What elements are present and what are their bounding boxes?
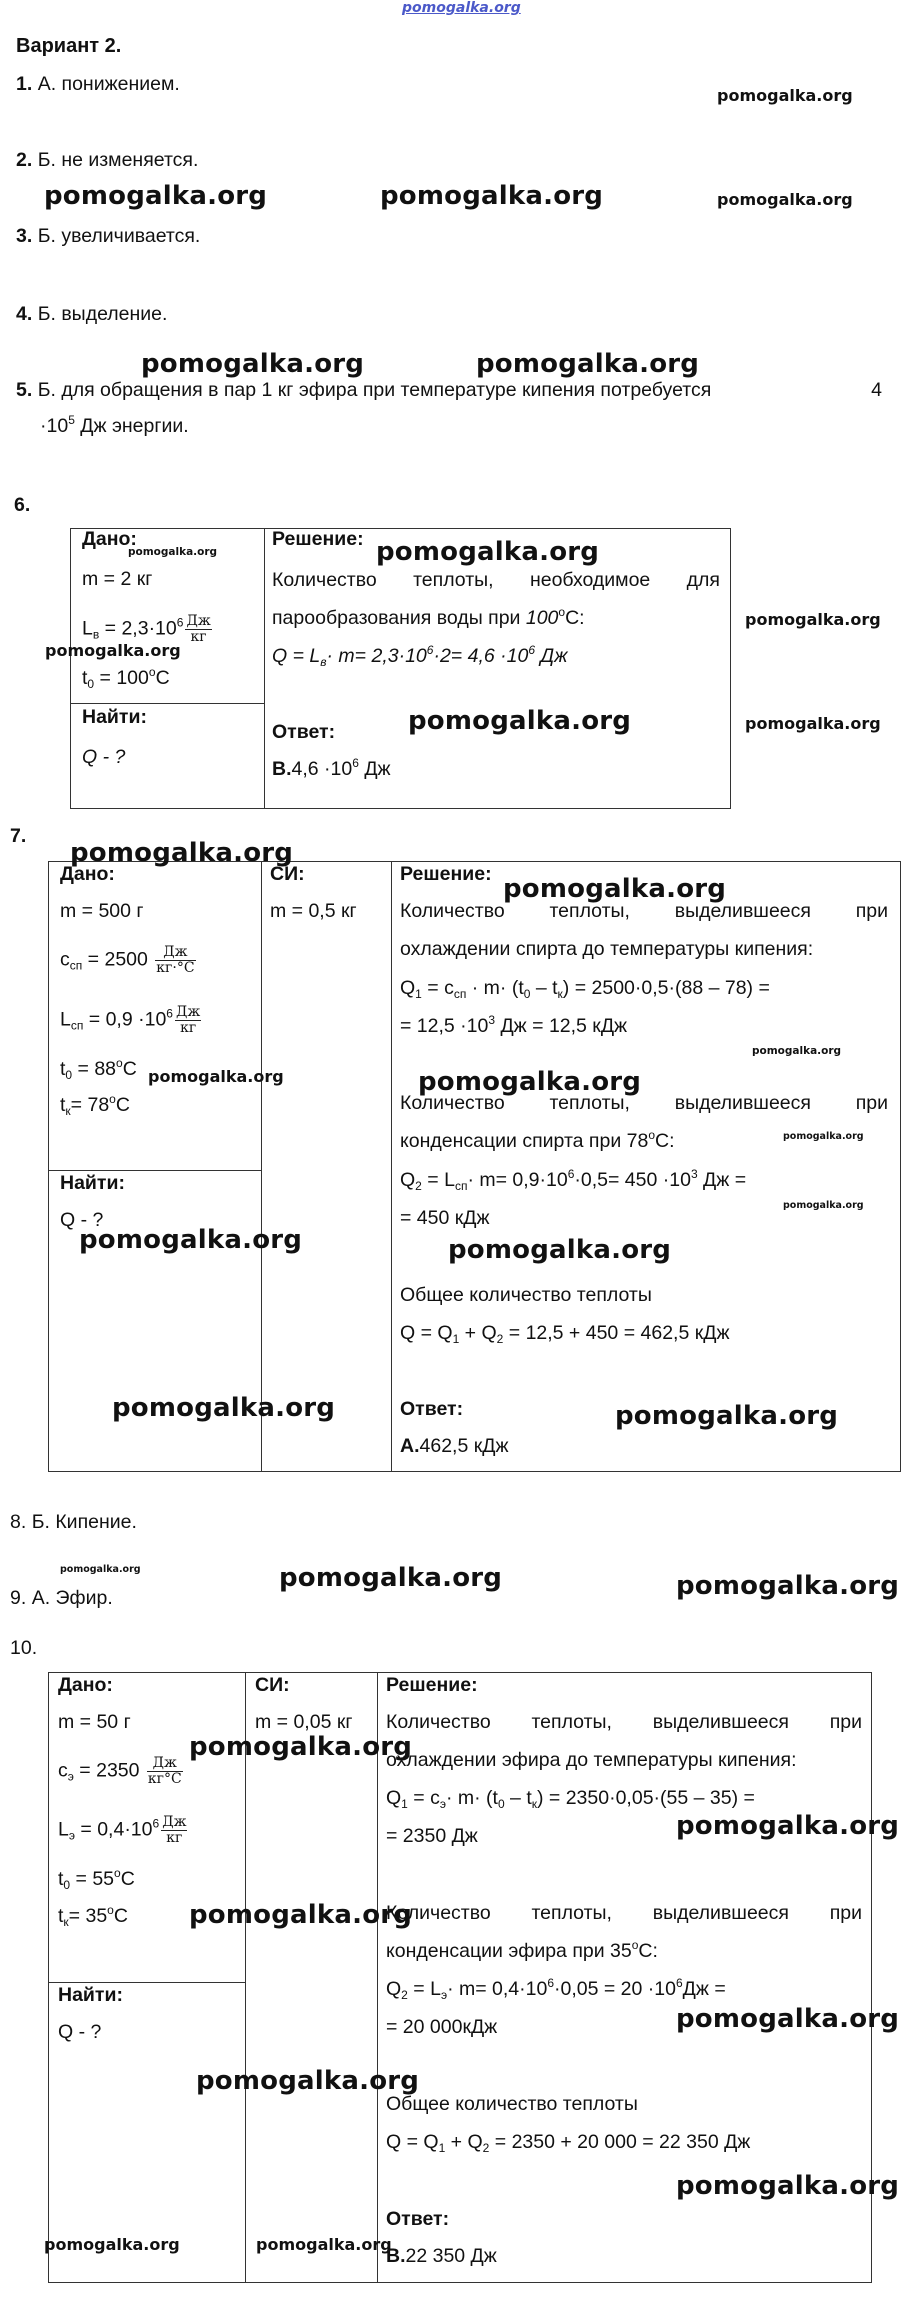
watermark: pomogalka.org <box>448 1235 672 1265</box>
answer-5: 5. Б. для обращения в пар 1 кг эфира при температуре кипения потребуется 4 <box>16 379 882 401</box>
answer-1: 1. А. понижением. <box>16 73 180 95</box>
given-mass: m = 2 кг <box>82 568 153 590</box>
solution-line: = 20 000кДж <box>386 2016 498 2038</box>
given-label: Дано: <box>60 863 115 885</box>
solution-line: = $12,5 \cdot 10^3$ Дж = 12,5 кДж <box>400 1013 628 1037</box>
watermark: pomogalka.org <box>380 181 604 211</box>
given-latent-heat: $L_э = 0,4\cdot 10^6$ $\frac{Дж}{кг}$ <box>58 1814 187 1846</box>
watermark: pomogalka.org <box>476 349 700 379</box>
si-mass: m = 0,5 кг <box>270 900 357 922</box>
given-heat-capacity: $c_{сп} = 2500$ $\frac{Дж}{кг\cdot^\circ С}$ <box>60 944 195 976</box>
given-initial-temp: $t_0 = 55^оС$ <box>58 1866 135 1892</box>
answer-5-line2: $\cdot 10^5$ Дж энергии. <box>40 413 189 437</box>
find-q: Q - ? <box>58 2021 102 2043</box>
watermark: pomogalka.org <box>376 537 600 567</box>
si-label: СИ: <box>255 1674 290 1696</box>
given-mass: m = 50 г <box>58 1711 131 1733</box>
watermark: pomogalka.org <box>615 1401 839 1431</box>
solution-line: = 450 кДж <box>400 1207 490 1229</box>
task-7-number: 7. <box>10 825 27 847</box>
solution-formula: $Q = Q_1 + Q_2 = 12,5 + 450 = 462,5$ кДж <box>400 1322 730 1346</box>
solution-line: Общее количество теплоты <box>386 2093 638 2115</box>
solution-line: Количество теплоты, выделившееся при <box>400 1092 888 1114</box>
solution-label: Решение: <box>386 1674 478 1696</box>
watermark: pomogalka.org <box>196 2066 420 2096</box>
watermark: pomogalka.org <box>141 349 365 379</box>
watermark: pomogalka.org <box>783 1131 864 1142</box>
watermark: pomogalka.org <box>676 2171 900 2201</box>
solution-formula: $Q_2 = L_{сп}\cdot m= 0,9\cdot 10^6\cdot 0,5= 450 \cdot 10^3$ Дж = <box>400 1167 747 1193</box>
task-10-number: 10. <box>10 1637 38 1659</box>
given-mass: m = 500 г <box>60 900 144 922</box>
watermark: pomogalka.org <box>408 706 632 736</box>
given-label: Дано: <box>58 1674 113 1696</box>
watermark: pomogalka.org <box>189 1900 413 1930</box>
watermark: pomogalka.org <box>112 1393 336 1423</box>
watermark: pomogalka.org <box>256 2235 392 2254</box>
answer-value: $В.4,6 \cdot 10^6$ Дж <box>272 756 391 780</box>
watermark: pomogalka.org <box>676 2004 900 2034</box>
solution-line: Количество теплоты, выделившееся при <box>386 1711 862 1733</box>
solution-formula: $Q = L_в\cdot m= 2,3\cdot 10^6\cdot 2= 4,6 \cdot 10^6$ Дж <box>272 643 568 669</box>
watermark: pomogalka.org <box>189 1732 413 1762</box>
solution-formula: $Q_1 = c_э\cdot m\cdot (t_0 - t_к) = 2350\cdot 0,05\cdot(55 - 35)$ = <box>386 1787 755 1811</box>
watermark: pomogalka.org <box>418 1067 642 1097</box>
watermark: pomogalka.org <box>503 874 727 904</box>
solution-line: Количество теплоты, выделившееся при <box>400 900 888 922</box>
watermark: pomogalka.org <box>128 546 218 558</box>
answer-3: 3. Б. увеличивается. <box>16 225 201 247</box>
solution-line: конденсации спирта при $78^оС$: <box>400 1128 675 1152</box>
solution-line: охлаждении спирта до температуры кипения: <box>400 938 814 960</box>
watermark: pomogalka.org <box>279 1563 503 1593</box>
solution-line: конденсации эфира при $35^оС$: <box>386 1938 658 1962</box>
watermark: pomogalka.org <box>60 1564 141 1575</box>
watermark: pomogalka.org <box>717 190 853 209</box>
answer-label: Ответ: <box>272 721 336 743</box>
watermark: pomogalka.org <box>676 1811 900 1841</box>
given-heat-capacity: $c_э = 2350$ $\frac{Дж}{кг^\circ С}$ <box>58 1755 182 1787</box>
answer-2: 2. Б. не изменяется. <box>16 149 199 171</box>
given-boiling-temp: $t_к= 35^оС$ <box>58 1903 128 1929</box>
answer-8: 8. Б. Кипение. <box>10 1511 137 1533</box>
solution-line: охлаждении эфира до температуры кипения: <box>386 1749 797 1771</box>
find-label: Найти: <box>60 1172 125 1194</box>
find-q: Q - ? <box>82 746 126 768</box>
solution-formula: $Q_2 = L_э\cdot m= 0,4\cdot 10^6\cdot 0,05 = 20 \cdot 10^6Дж$ = <box>386 1976 726 2002</box>
find-label: Найти: <box>82 706 147 728</box>
solution-line: Общее количество теплоты <box>400 1284 652 1306</box>
solution-formula: $Q_1 = c_{сп} \cdot m\cdot (t_0 - t_к) = 2500\cdot 0,5\cdot(88 - 78)$ = <box>400 977 770 1001</box>
watermark: pomogalka.org <box>752 1045 842 1057</box>
given-temperature: $t_0 = 100^оС$ <box>82 665 170 691</box>
solution-line: Количество теплоты, выделившееся при <box>386 1902 862 1924</box>
find-label: Найти: <box>58 1984 123 2006</box>
given-latent-heat: $L_в = 2,3\cdot 10^6$ $\frac{Дж}{кг}$ <box>82 613 211 645</box>
answer-value: В.22 350 Дж <box>386 2245 497 2267</box>
si-mass: m = 0,05 кг <box>255 1711 353 1733</box>
solution-formula: $Q = Q_1 + Q_2 = 2350 + 20$ 000 = 22 350 Дж <box>386 2131 751 2155</box>
solution-label: Решение: <box>272 528 364 550</box>
answer-9: 9. А. Эфир. <box>10 1587 113 1609</box>
task-6-number: 6. <box>14 494 31 516</box>
watermark: pomogalka.org <box>70 838 294 868</box>
answer-label: Ответ: <box>400 1398 464 1420</box>
solution-line: парообразования воды при $100^оС$: <box>272 605 585 629</box>
solution-label: Решение: <box>400 863 492 885</box>
watermark: pomogalka.org <box>717 86 853 105</box>
watermark: pomogalka.org <box>745 610 881 629</box>
watermark: pomogalka.org <box>745 714 881 733</box>
find-q: Q - ? <box>60 1209 104 1231</box>
solution-line: = 2350 Дж <box>386 1825 478 1847</box>
si-label: СИ: <box>270 863 305 885</box>
watermark: pomogalka.org <box>676 1571 900 1601</box>
watermark: pomogalka.org <box>44 181 268 211</box>
page-title: Вариант 2. <box>16 35 122 57</box>
answer-4: 4. Б. выделение. <box>16 303 168 325</box>
watermark: pomogalka.org <box>45 641 181 660</box>
site-logo-link[interactable]: pomogalka.org <box>402 0 521 16</box>
given-initial-temp: $t_0 = 88^оС$ <box>60 1056 137 1082</box>
given-label: Дано: <box>82 528 137 550</box>
watermark: pomogalka.org <box>783 1200 864 1211</box>
given-boiling-temp: $t_к= 78^оС$ <box>60 1092 130 1118</box>
solution-line: Количество теплоты, необходимое для <box>272 569 720 591</box>
answer-value: А.462,5 кДж <box>400 1435 509 1457</box>
given-latent-heat: $L_{сп} = 0,9 \cdot 10^6$ $\frac{Дж}{кг}$ <box>60 1004 201 1036</box>
answer-label: Ответ: <box>386 2208 450 2230</box>
watermark: pomogalka.org <box>44 2235 180 2254</box>
watermark: pomogalka.org <box>148 1067 284 1086</box>
watermark: pomogalka.org <box>79 1225 303 1255</box>
